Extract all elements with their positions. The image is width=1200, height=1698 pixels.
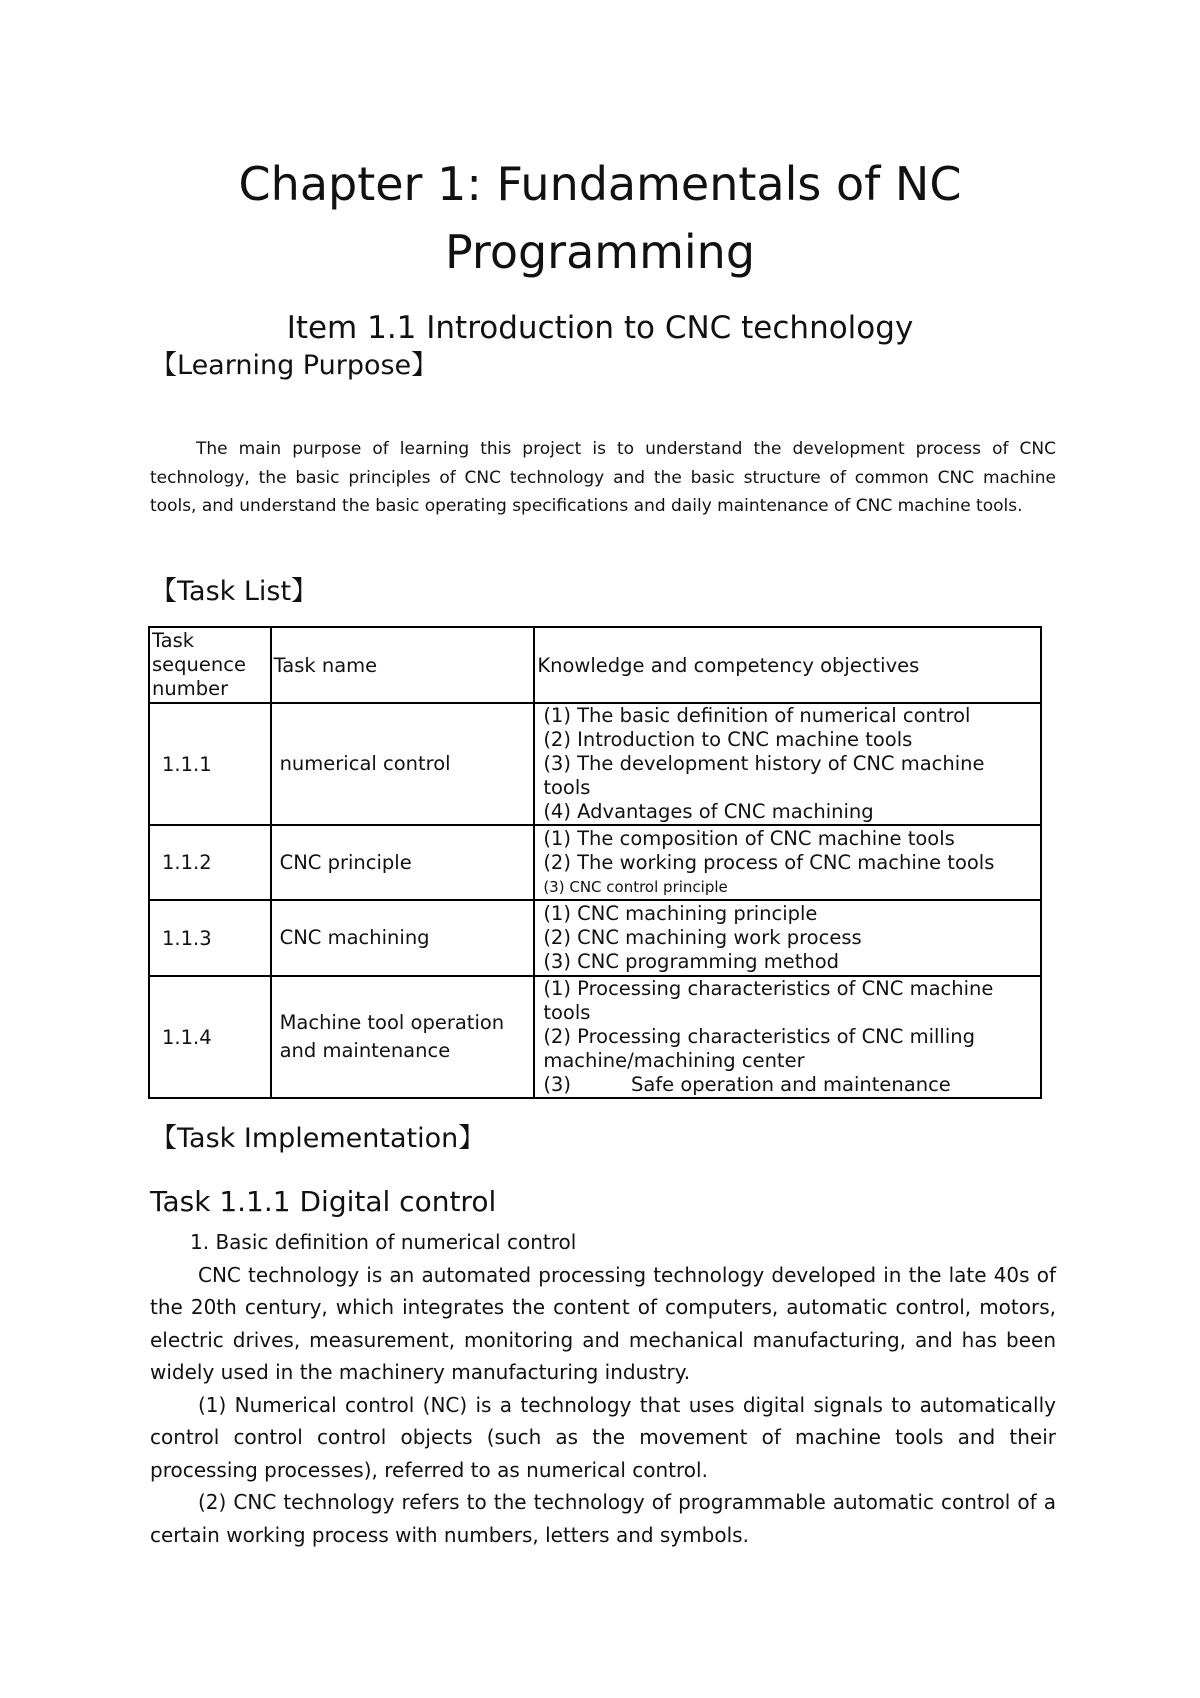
objective-item	[543, 1073, 1036, 1097]
task-objectives	[534, 976, 1041, 1098]
paragraph: CNC technology is an automated processing technology developed in the late 40s of the 20th century, which integrates the content of computers, automatic control, motors, electric drives, measurement, monitoring and mechanical manufacturing, and has been widely used in the machinery manufacturing industry.	[150, 1262, 1056, 1384]
chapter-title-line2: Programming	[444, 225, 756, 279]
task-title: Task 1.1.1 Digital control	[150, 1185, 497, 1218]
objective-item: (2) Introduction to CNC machine tools	[543, 728, 913, 751]
objective-item: (2) Processing characteristics of CNC milling machine/machining center	[543, 1025, 975, 1072]
objective-item: (1) The basic definition of numerical control	[543, 704, 971, 727]
learning-purpose-body: The main purpose of learning this project is to understand the development process of CNC technology, the basic principles of CNC technology and the basic structure of common CNC machine tools, and understand the basic operating specifications and daily maintenance of CNC machine tools.	[150, 439, 1056, 516]
item-title: Item 1.1 Introduction to CNC technology	[286, 310, 914, 346]
objective-item: (2) The working process of CNC machine tools	[543, 850, 995, 874]
objective-item: (3) CNC control principle	[543, 877, 728, 896]
task-list-heading: 【Task List】	[150, 576, 319, 607]
task-objectives	[534, 703, 1041, 825]
task-objectives	[534, 825, 1041, 900]
objective-item: (1) CNC machining principle	[543, 902, 818, 925]
column-header-name: Task name	[271, 627, 535, 703]
learning-purpose-text	[150, 435, 1056, 521]
paragraph: (1) Numerical control (NC) is a technology that uses digital signals to automatically control control control objects (such as the movement of machine tools and their processing processes), referred to as numerical control.	[150, 1392, 1056, 1482]
objective-text: Safe operation and maintenance	[630, 1073, 951, 1096]
table-header-row	[149, 627, 1041, 703]
objective-item: (2) CNC machining work process	[543, 926, 862, 949]
table-row	[149, 825, 1041, 900]
task-implementation-heading: 【Task Implementation】	[150, 1123, 486, 1154]
chapter-title	[150, 150, 1050, 286]
subheading: 1. Basic definition of numerical control	[190, 1230, 577, 1254]
task-objectives	[534, 900, 1041, 976]
objective-item: (1) The composition of CNC machine tools	[543, 826, 955, 850]
learning-purpose-heading: 【Learning Purpose】	[150, 350, 439, 381]
task-name: Machine tool operation and maintenance	[271, 976, 535, 1098]
task-number: 1.1.4	[149, 976, 271, 1098]
task-name: CNC machining	[271, 900, 535, 976]
task-name: CNC principle	[271, 825, 535, 900]
objective-item: (4) Advantages of CNC machining	[543, 800, 874, 823]
task-body	[150, 1226, 1056, 1551]
task-list-table	[148, 626, 1042, 1099]
task-number: 1.1.1	[149, 703, 271, 825]
chapter-title-line1: Chapter 1: Fundamentals of NC	[238, 157, 962, 211]
task-name: numerical control	[271, 703, 535, 825]
column-header-number: Task sequence number	[149, 627, 271, 703]
objective-number: (3)	[543, 1073, 571, 1096]
column-header-objectives: Knowledge and competency objectives	[534, 627, 1041, 703]
task-number: 1.1.3	[149, 900, 271, 976]
objective-item: (3) CNC programming method	[543, 950, 840, 973]
table-row	[149, 976, 1041, 1098]
table-row	[149, 900, 1041, 976]
paragraph: (2) CNC technology refers to the technology of programmable automatic control of a certain working process with numbers, letters and symbols.	[150, 1490, 1056, 1547]
objective-item: (3) The development history of CNC machine tools	[543, 752, 985, 799]
table-row	[149, 703, 1041, 825]
task-number: 1.1.2	[149, 825, 271, 900]
objective-item: (1) Processing characteristics of CNC machine tools	[543, 977, 994, 1024]
